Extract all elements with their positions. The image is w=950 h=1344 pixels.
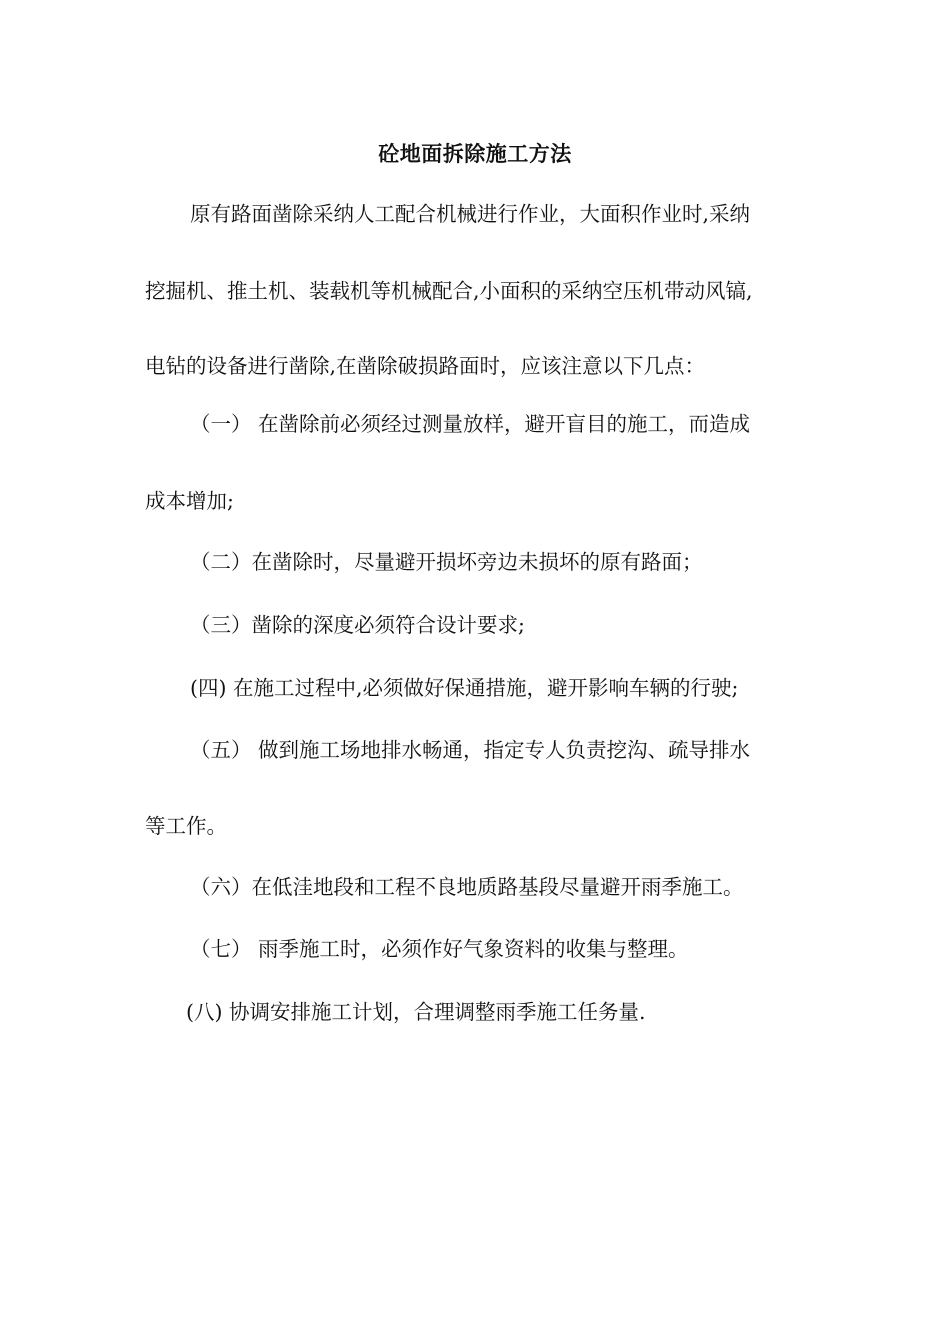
item-6: （六）在低洼地段和工程不良地质路基段尽量避开雨季施工。 [190,875,744,899]
item-5-line-1: （五） 做到施工场地排水畅通，指定专人负责挖沟、疏导排水 [190,738,751,762]
intro-line-2: 挖掘机、推土机、装载机等机械配合,小面积的采纳空压机带动风镐, [145,279,753,303]
intro-line-1: 原有路面凿除采纳人工配合机械进行作业，大面积作业时,采纳 [190,202,751,226]
item-1-line-1: （一） 在凿除前必须经过测量放样，避开盲目的施工，而造成 [190,412,751,436]
intro-line-3: 电钻的设备进行凿除,在凿除破损路面时，应该注意以下几点： [145,354,706,378]
item-5-line-2: 等工作。 [145,814,227,838]
item-4: (四) 在施工过程中,必须做好保通措施，避开影响车辆的行驶; [190,676,739,700]
item-8: (八) 协调安排施工计划，合理调整雨季施工任务量. [186,1000,646,1024]
item-7: （七） 雨季施工时，必须作好气象资料的收集与整理。 [190,937,689,961]
item-2: （二）在凿除时，尽量避开损坏旁边未损坏的原有路面； [190,550,703,574]
item-1-line-2: 成本增加; [145,489,234,513]
document-title: 砼地面拆除施工方法 [378,141,572,166]
item-3: （三）凿除的深度必须符合设计要求; [190,613,525,637]
